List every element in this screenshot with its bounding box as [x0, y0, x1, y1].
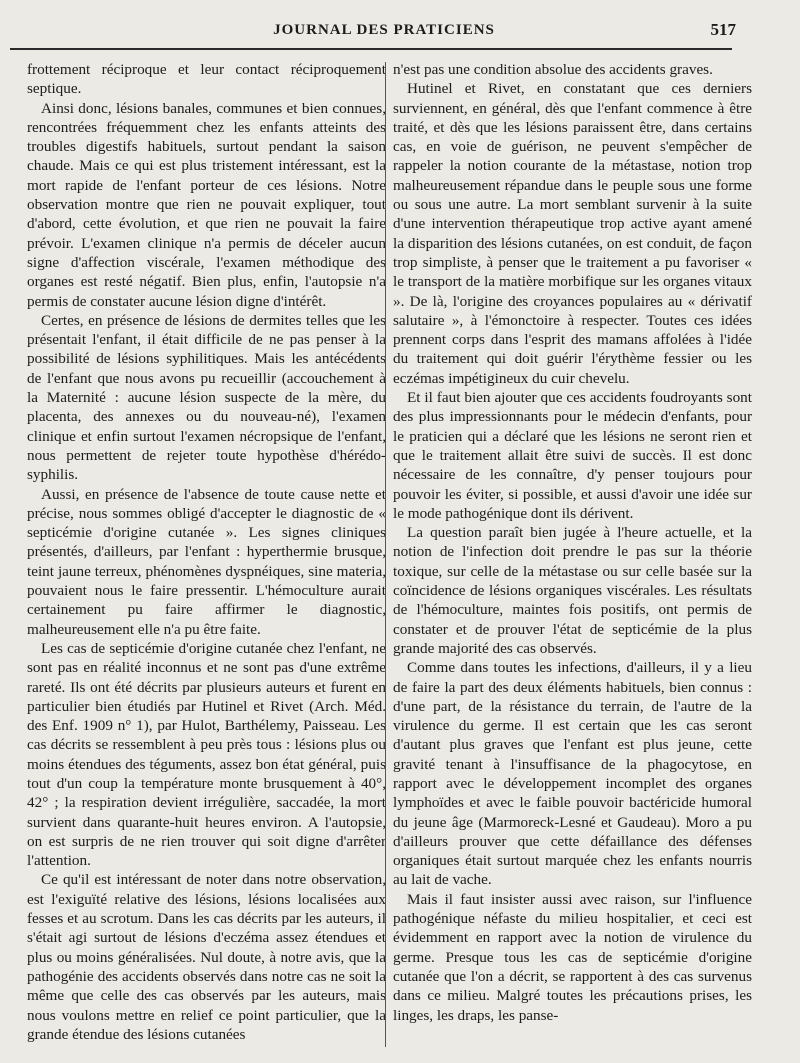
paragraph: Ce qu'il est intéressant de noter dans notre observation, est l'exiguïté relative des lésions, lésions localisées aux fesses et au scrotum. Dans les cas décrits par les auteurs, il s'était agi surtout de lésions d'eczéma assez étendues et plus ou moins généralisées. Nul doute, à notre avis, que la pathogénie des accidents observés dans notre cas ne soit la même que celle des cas observés par les auteurs, mais nous voulons mettre en relief ce point particulier, que la grande étendue des lésions cutanées [27, 871, 386, 1043]
paragraph: Comme dans toutes les infections, d'ailleurs, il y a lieu de faire la part des deux éléments habituels, bien connus : d'une part, de la résistance du terrain, de l'autre de la virulence du germe. Il est certain que les cas seront d'autant plus graves que l'enfant est plus jeune, cette gravité tenant à l'insuffisance de la phagocytose, en rapport avec le développement incomplet des organes lymphoïdes et avec le faible pouvoir bactéricide humoral du jeune âge (Marmoreck-Lesné et Gaudeau). Moro a pu d'ailleurs prouver que cette défaillance des défenses organiques était surtout marquée chez les enfants nourris au lait de vache. [393, 659, 752, 889]
paragraph: Mais il faut insister aussi avec raison, sur l'influence pathogénique néfaste du milieu hospitalier, et ceci est évidemment en rapport avec la notion de virulence du germe. Presque tous les cas de septicémie d'origine cutanée que l'on a décrit, se rapportent à des cas survenus dans ce milieu. Malgré toutes les précautions prises, les linges, les draps, les panse- [393, 890, 752, 1024]
paragraph: Et il faut bien ajouter que ces accidents foudroyants sont des plus impressionnants pour le médecin d'enfants, pour le praticien qui a déclaré que les lésions ne seront rien et que le traitement allait être suivi de succès. Il est donc nécessaire de les connaître, d'y penser toujours pour pouvoir les éviter, si possible, et aussi d'avoir une idée sur le mode pathogénique dont ils dérivent. [393, 389, 752, 522]
running-title: JOURNAL DES PRATICIENS [273, 22, 495, 38]
header-rule [10, 48, 732, 50]
page-number: 517 [710, 20, 736, 39]
paragraph: Ainsi donc, lésions banales, communes et bien connues, rencontrées fréquemment chez les enfants atteints des troubles digestifs habituels, surtout pendant la saison chaude. Mais ce qui est plus tristement intéressant, est la mort rapide de l'enfant porteur de ces lésions. Notre observation montre que rien ne pouvait expliquer, tout d'abord, cette évolution, et que rien ne pouvait la faire prévoir. L'examen clinique n'a permis de déceler aucun signe d'affection viscérale, l'examen méthodique des organes est resté négatif. Bien plus, enfin, l'autopsie n'a permis de constater aucune lésion digne d'intérêt. [27, 99, 386, 310]
page-header [24, 18, 744, 48]
paragraph: frottement réciproque et leur contact réciproquement septique. [27, 61, 386, 98]
paragraph: Certes, en présence de lésions de dermites telles que les présentait l'enfant, il était difficile de ne pas penser à la possibilité de lésions syphilitiques. Mais les antécédents de l'enfant que nous avons pu recueillir (accouchement à la Maternité : aucune lésion suspecte de la mère, du placenta, des annexes ou du nouveau-né), l'examen clinique et enfin surtout l'examen nécropsique de l'enfant, nous permettent de rejeter toute hypothèse d'hérédo-syphilis. [27, 311, 386, 484]
left-column [27, 60, 386, 1044]
paragraph: Hutinel et Rivet, en constatant que ces derniers surviennent, en général, dès que l'enfant commence à être traité, et dès que les lésions paraissent être, dans certains cas, en voie de guérison, ne peuvent s'empêcher de rappeler la notion courante de la métastase, notion trop malheureusement répandue dans le peuple sous une forme ou sous une autre. La mort semblant survenir à la suite d'une intervention thérapeutique trop active ayant amené la disparition des lésions cutanées, on est conduit, de façon trop simpliste, à penser que le traitement a pu favoriser « le transport de la matière morbifique sur les organes vitaux ». De là, l'origine des croyances populaires au « dérivatif salutaire », à l'émonctoire à respecter. Toutes ces idées prennent corps dans l'esprit des mamans affolées à l'idée du traitement qui doit guérir l'érythème fessier ou les eczémas impétigineux du cuir chevelu. [393, 80, 752, 387]
paragraph: Les cas de septicémie d'origine cutanée chez l'enfant, ne sont pas en réalité inconnus et ne sont pas d'une extrême rareté. Ils ont été décrits par plusieurs auteurs et furent en particulier bien étudiés par Hutinel et Rivet (Arch. Méd. des Enf. 1909 n° 1), par Hulot, Barthélemy, Paisseau. Les cas décrits se ressemblent à peu près tous : lésions plus ou moins étendues des téguments, assez bon état général, puis tout d'un coup la température monte brusquement à 40°, 42° ; la respiration devient irrégulière, saccadée, la mort survient dans quarante-huit heures environ. A l'autopsie, on est surpris de ne rien trouver qui soit digne d'arrêter l'attention. [27, 639, 386, 870]
column-divider [385, 62, 386, 1047]
right-column [393, 60, 752, 1025]
paragraph: La question paraît bien jugée à l'heure actuelle, et la notion de l'infection doit prendre le pas sur la théorie toxique, sur celle de la métastase ou sur celle basée sur la coïncidence de lésions organiques viscérales. Les résultats de l'hémoculture, maintes fois positifs, ont permis de constater et de prouver l'état de septicémie de la plus grande majorité des cas observés. [393, 524, 752, 657]
paragraph: n'est pas une condition absolue des accidents graves. [393, 61, 713, 78]
paragraph: Aussi, en présence de l'absence de toute cause nette et précise, nous sommes obligé d'accepter le diagnostic de « septicémie d'origine cutanée ». Les signes cliniques présentés, d'ailleurs, par l'enfant : hyperthermie brusque, teint jaune terreux, phénomènes dyspnéiques, sine materia, pouvaient nous le faire pressentir. L'hémoculture aurait certainement pu faire affirmer le diagnostic, malheureusement elle n'a pu être faite. [27, 485, 386, 638]
